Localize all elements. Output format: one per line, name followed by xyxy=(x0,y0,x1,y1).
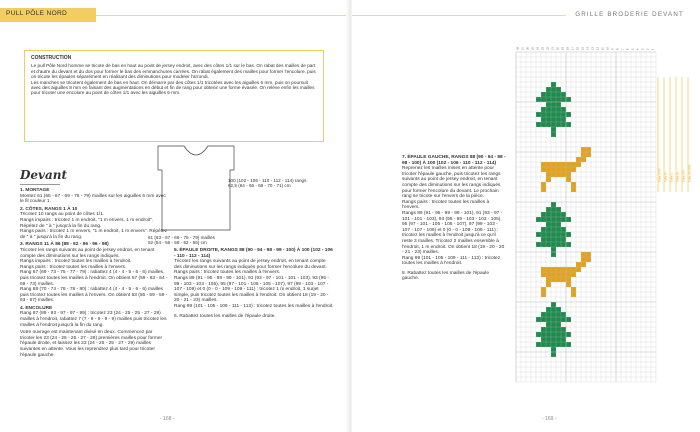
reindeer-motif-cell xyxy=(566,272,571,277)
tree-motif-cell xyxy=(551,82,556,87)
tree-motif-cell xyxy=(561,112,566,117)
tree-motif-cell xyxy=(551,247,556,252)
tree-motif-cell xyxy=(541,112,546,117)
step-2-text-2: Rangs impairs : tricotez 1 m endroit, "1 m envers, 1 m endroit". Répétez de " à " jusqu'à la fin du rang. xyxy=(20,217,154,229)
tree-motif-cell xyxy=(546,92,551,97)
tree-motif-cell xyxy=(556,112,561,117)
reindeer-motif-cell xyxy=(581,257,586,262)
column-number: 20 xyxy=(556,47,560,50)
tree-motif-cell xyxy=(546,322,551,327)
tree-motif-cell xyxy=(546,227,551,232)
tree-motif-cell xyxy=(551,227,556,232)
reindeer-motif-cell xyxy=(551,267,556,272)
reindeer-motif-cell xyxy=(571,182,576,187)
tree-motif-cell xyxy=(546,102,551,107)
tree-motif-cell xyxy=(556,117,561,122)
front-outline xyxy=(158,146,234,230)
tree-motif-cell xyxy=(556,337,561,342)
tree-motif-cell xyxy=(561,237,566,242)
column-number: 23 xyxy=(541,47,545,50)
step-2-text-3: Rangs pairs : tricotez 1 m envers, "1 m endroit, 1 m envers". Répétez de " à " jusqu'à la fin du rang. xyxy=(20,229,168,240)
tree-motif-cell xyxy=(551,352,556,357)
tree-motif-cell xyxy=(541,327,546,332)
tree-motif-cell xyxy=(556,122,561,127)
column-number: 7 xyxy=(621,48,625,50)
column-number: 14 xyxy=(586,47,590,50)
width-cm-label: 52 (54 - 56 - 58 - 62 - 66) cm xyxy=(148,240,207,246)
reindeer-motif-cell xyxy=(586,252,591,257)
tree-motif-cell xyxy=(561,332,566,337)
tree-motif-cell xyxy=(541,232,546,237)
reindeer-motif-cell xyxy=(566,167,571,172)
tree-motif-cell xyxy=(536,122,541,127)
tree-motif-cell xyxy=(546,222,551,227)
step-1-title: 1. MONTAGE xyxy=(20,188,50,193)
column-number: 1 xyxy=(651,48,655,50)
reindeer-motif-cell xyxy=(576,157,581,162)
tree-motif-cell xyxy=(551,97,556,102)
tree-motif-cell xyxy=(551,92,556,97)
tree-motif-cell xyxy=(566,112,571,117)
embroidery-grid xyxy=(510,40,700,392)
reindeer-motif-cell xyxy=(561,277,566,282)
tree-motif-cell xyxy=(546,242,551,247)
tree-motif-cell xyxy=(551,87,556,92)
column-number: 3 xyxy=(641,48,645,50)
step-3-text-4: Rang 67 (69 - 73 - 75 - 77 - 79) : rabattez 4 (4 - 4 - 5 - 6 - 6) mailles, puis tricotez toutes les mailles à l'endroit. On obtient 57 (59 - 63 - 64 - 69 - 73) mailles. xyxy=(20,270,168,287)
construction-paragraph-2: Les manches se tricotent également de bas en haut. On démarre par des côtes 1/1 tricotées avec les aiguilles 6 mm, puis on poursuit avec des aiguilles 8 mm en faisant des augmentations en début et fin de rang pour obtenir une forme évasée. On relève enfin les mailles pour tricoter une encolure au point de côtes 1/1 avec les aiguilles 6 mm. xyxy=(31,79,315,96)
size-marker-label: Taille XS/S xyxy=(657,168,662,182)
size-marker-label: Taille 3XL/4XL xyxy=(687,164,692,182)
tree-motif-cell xyxy=(551,242,556,247)
reindeer-motif-cell xyxy=(556,272,561,277)
reindeer-motif-cell xyxy=(581,152,586,157)
tree-motif-cell xyxy=(541,97,546,102)
step-5-text-2: Rangs pairs : tricotez toutes les mailles à l'envers. xyxy=(174,270,281,276)
step-5-text-3: Rangs 89 (91 - 95 - 99 - 99 - 101), 91 (93 - 97 - 101 - 101 - 103), 93 (95 - 99 - 103 - 103 - 105), 95 (97 - 101 - 105 - 105 - 107), 97 (99 - 103 - 107 - 107 - 109) et 0 (0 - 0 - 109 - 109 - 111) : tricotez 1 m endroit, 1 surjet simple, puis tricotez toutes les mailles à l'endroit. On obtient 18 (19 - 20 - 20 - 21 - 23) mailles. xyxy=(174,275,329,304)
tree-motif-cell xyxy=(551,222,556,227)
tree-motif-cell xyxy=(541,117,546,122)
tree-motif-cell xyxy=(556,342,561,347)
left-page xyxy=(0,0,348,432)
reindeer-motif-cell xyxy=(566,162,571,167)
tree-motif-cell xyxy=(566,97,571,102)
column-number: 16 xyxy=(576,47,580,50)
tree-motif-cell xyxy=(536,232,541,237)
length-label xyxy=(228,178,346,189)
construction-paragraph-1: Le pull Pôle Nord homme se tricote de bas en haut au point de jersey endroit, avec des côtes 1/1 sur le bas. On rabat des mailles de part et d'autre du devant et du dos pour former le bas des emmanchures carrées. On rabat également des mailles pour former l'encolure, puis on tricote les épaules séparément en réalisant des diminutions pour modeler l'arrondi. xyxy=(31,63,316,80)
reindeer-motif-cell xyxy=(561,272,566,277)
step-2-title: 2. CÔTES, RANGS 1 À 10 xyxy=(20,206,78,212)
reindeer-motif-cell xyxy=(541,182,546,187)
tree-motif-cell xyxy=(556,222,561,227)
tree-motif-cell xyxy=(551,307,556,312)
reindeer-motif-cell xyxy=(581,262,586,267)
step-5-text-1: Tricotez les rangs suivants au point de jersey endroit, en tenant compte des diminutions sur les rangs indiqués pour former l'encolure du devant. xyxy=(174,259,327,270)
length-cm-label: 62,5 (64 - 66 - 68 - 70 - 71) cm xyxy=(228,183,291,189)
tree-motif-cell xyxy=(551,127,556,132)
reindeer-motif-cell xyxy=(571,187,576,192)
right-page-title: GRILLE BRODERIE DEVANT xyxy=(575,11,684,18)
step-3-text-5: Rang 68 (70 - 74 - 76 - 78 - 80) : rabattez 4 (4 - 4 - 5 - 6 - 6) mailles puis tricotez toutes les mailles à l'envers. On obtient 53 (55 - 59 - 59 - 63 - 67) mailles. xyxy=(20,287,168,304)
tree-motif-cell xyxy=(546,307,551,312)
column-number: 22 xyxy=(546,47,550,50)
tree-motif-cell xyxy=(541,317,546,322)
tree-motif-cell xyxy=(546,337,551,342)
tree-motif-cell xyxy=(536,317,541,322)
reindeer-motif-cell xyxy=(561,162,566,167)
tree-motif-cell xyxy=(556,237,561,242)
reindeer-motif-cell xyxy=(581,252,586,257)
tree-motif-cell xyxy=(551,327,556,332)
column-number: 28 xyxy=(516,47,520,50)
reindeer-motif-cell xyxy=(546,277,551,282)
size-marker-label: Taille XXL xyxy=(681,169,686,182)
reindeer-motif-cell xyxy=(571,267,576,272)
size-marker-label: Taille M xyxy=(663,172,668,182)
tree-motif-cell xyxy=(556,97,561,102)
header-rule xyxy=(96,15,346,16)
tree-motif-cell xyxy=(541,312,546,317)
tree-motif-cell xyxy=(561,337,566,342)
column-number: 21 xyxy=(551,47,555,50)
tree-motif-cell xyxy=(546,317,551,322)
tree-motif-cell xyxy=(561,212,566,217)
reindeer-motif-cell xyxy=(571,287,576,292)
tree-motif-cell xyxy=(566,342,571,347)
column-number: 11 xyxy=(601,47,605,50)
tree-motif-cell xyxy=(551,252,556,257)
tree-motif-cell xyxy=(541,332,546,337)
tree-motif-cell xyxy=(566,217,571,222)
instructions-column-1 xyxy=(20,188,168,360)
tree-motif-cell xyxy=(561,122,566,127)
tree-motif-cell xyxy=(556,207,561,212)
tree-motif-cell xyxy=(546,342,551,347)
step-3-text-3: Rangs pairs : tricotez toutes les mailles à l'envers. xyxy=(20,264,127,270)
tree-motif-cell xyxy=(546,232,551,237)
step-5-title: 5. ÉPAULE DROITE, RANGS 88 (90 - 94 - 98 - 98 - 100) À 100 (102 - 106 - 110 - 112 - 114) xyxy=(174,248,333,259)
reindeer-motif-cell xyxy=(571,272,576,277)
tree-motif-cell xyxy=(566,317,571,322)
reindeer-motif-cell xyxy=(576,162,581,167)
column-number: 19 xyxy=(561,47,565,50)
tree-motif-cell xyxy=(551,107,556,112)
reindeer-motif-cell xyxy=(581,157,586,162)
left-page-number: - 168 - xyxy=(160,416,175,422)
step-4-title: 4. ENCOLURE xyxy=(20,305,53,311)
reindeer-motif-cell xyxy=(546,172,551,177)
reindeer-motif-cell xyxy=(551,167,556,172)
tree-motif-cell xyxy=(551,312,556,317)
tree-motif-cell xyxy=(561,92,566,97)
right-page xyxy=(352,0,700,432)
tree-motif-cell xyxy=(556,307,561,312)
tree-motif-cell xyxy=(541,237,546,242)
reindeer-motif-cell xyxy=(566,277,571,282)
rows-label: 100 (102 - 106 - 110 - 112 - 114) rangs xyxy=(228,178,307,183)
tree-motif-cell xyxy=(561,327,566,332)
step-3-title: 3. RANGS 11 À 86 (88 - 92 - 96 - 96 - 98) xyxy=(20,242,109,248)
tree-motif-cell xyxy=(561,227,566,232)
column-number: 10 xyxy=(606,47,610,50)
column-number: 2 xyxy=(646,48,650,50)
tree-motif-cell xyxy=(561,242,566,247)
tree-motif-cell xyxy=(566,242,571,247)
tree-motif-cell xyxy=(556,322,561,327)
reindeer-motif-cell xyxy=(556,162,561,167)
tree-motif-cell xyxy=(551,217,556,222)
tree-motif-cell xyxy=(556,227,561,232)
size-marker-label: Taille L xyxy=(669,173,674,182)
tree-motif-cell xyxy=(536,342,541,347)
reindeer-motif-cell xyxy=(556,167,561,172)
tree-motif-cell xyxy=(546,237,551,242)
tree-motif-cell xyxy=(556,327,561,332)
construction-box xyxy=(24,50,324,142)
column-number: 6 xyxy=(626,48,630,50)
tree-motif-cell xyxy=(556,92,561,97)
tree-motif-cell xyxy=(541,122,546,127)
reindeer-motif-cell xyxy=(541,267,546,272)
column-number: 5 xyxy=(631,48,635,50)
reindeer-motif-cell xyxy=(561,167,566,172)
reindeer-motif-cell xyxy=(541,272,546,277)
reindeer-motif-cell xyxy=(566,177,571,182)
tree-motif-cell xyxy=(561,232,566,237)
reindeer-motif-cell xyxy=(551,272,556,277)
tree-motif-cell xyxy=(546,207,551,212)
width-label xyxy=(148,235,268,246)
tree-motif-cell xyxy=(546,327,551,332)
tree-motif-cell xyxy=(551,207,556,212)
column-number: 27 xyxy=(521,47,525,50)
step-8-text: 8. Rabattez toutes les mailles de l'épaule gauche. xyxy=(402,270,490,282)
section-underline xyxy=(20,184,60,185)
tree-motif-cell xyxy=(551,117,556,122)
tree-motif-cell xyxy=(551,212,556,217)
tree-motif-cell xyxy=(551,302,556,307)
stitches-label: 61 (63 - 67 - 69 - 75 - 79) mailles xyxy=(148,235,215,240)
tree-motif-cell xyxy=(556,232,561,237)
tree-motif-cell xyxy=(556,317,561,322)
reindeer-motif-cell xyxy=(561,267,566,272)
step-7-text-3: Rangs 89 (91 - 95 - 99 - 99 - 101), 91 (93 - 97 - 101 - 101 - 103), 93 (95 - 99 - 103 - 103 - 105), 95 (97 - 101 - 105 - 105 - 107), 97 (99 - 103 - 107 - 107 - 109) et 0 (0 - 0 - 109 - 109 - 111) : tricotez les mailles à l'endroit jusqu'à ce qu'il reste 3 mailles. Tricotez 2 mailles ensemble à l'endroit, 1 m endroit. On obtient 18 (19 - 20 - 20 - 21 - 23) mailles. xyxy=(402,210,505,256)
tree-motif-cell xyxy=(541,217,546,222)
reindeer-motif-cell xyxy=(586,152,591,157)
tree-motif-cell xyxy=(556,107,561,112)
column-number: 17 xyxy=(571,47,575,50)
tree-motif-cell xyxy=(546,332,551,337)
reindeer-motif-cell xyxy=(546,167,551,172)
tree-motif-cell xyxy=(536,332,541,337)
reindeer-motif-cell xyxy=(571,292,576,297)
reindeer-motif-cell xyxy=(546,282,551,287)
tree-motif-cell xyxy=(541,337,546,342)
tree-motif-cell xyxy=(536,112,541,117)
tree-motif-cell xyxy=(546,112,551,117)
tree-motif-cell xyxy=(541,92,546,97)
step-2-text-1: Tricotez 10 rangs au point de côtes 1/1. xyxy=(20,212,105,218)
reindeer-motif-cell xyxy=(546,162,551,167)
tree-motif-cell xyxy=(561,107,566,112)
tree-motif-cell xyxy=(551,232,556,237)
tree-motif-cell xyxy=(556,242,561,247)
tree-motif-cell xyxy=(551,112,556,117)
tree-motif-cell xyxy=(561,317,566,322)
step-7-title: 7. ÉPAULE GAUCHE, RANGS 88 (90 - 94 - 98 - 98 - 100) À 100 (102 - 106 - 110 - 112 - 114) xyxy=(402,155,506,166)
reindeer-motif-cell xyxy=(541,162,546,167)
column-number: 18 xyxy=(566,47,570,50)
tree-motif-cell xyxy=(566,232,571,237)
reindeer-motif-cell xyxy=(546,177,551,182)
reindeer-motif-cell xyxy=(566,282,571,287)
tree-motif-cell xyxy=(541,242,546,247)
tree-motif-cell xyxy=(541,107,546,112)
tree-motif-cell xyxy=(551,132,556,137)
reindeer-motif-cell xyxy=(541,167,546,172)
reindeer-motif-cell xyxy=(546,272,551,277)
tree-motif-cell xyxy=(536,217,541,222)
tree-motif-cell xyxy=(541,342,546,347)
section-title: Devant xyxy=(20,168,68,182)
step-4-text-2: Votre ouvrage est maintenant divisé en deux. Commencez par tricoter les 23 (24 - 25 - 25 - 27 - 29) premières mailles pour former l'épaule droite, et laissez les 23 (24 - 25 - 25 - 27 - 29) mailles suivantes en attente. Vous les reprendrez plus tard pour tricoter l'épaule gauche. xyxy=(20,330,163,358)
tree-motif-cell xyxy=(561,217,566,222)
reindeer-motif-cell xyxy=(556,172,561,177)
step-6-text: 6. Rabattez toutes les mailles de l'épaule droite. xyxy=(174,313,276,319)
reindeer-motif-cell xyxy=(551,277,556,282)
tree-motif-cell xyxy=(541,227,546,232)
tree-motif-cell xyxy=(566,332,571,337)
column-number: 24 xyxy=(536,47,540,50)
reindeer-motif-cell xyxy=(556,277,561,282)
tree-motif-cell xyxy=(556,102,561,107)
tree-motif-cell xyxy=(556,87,561,92)
column-number: 25 xyxy=(531,47,535,50)
reindeer-motif-cell xyxy=(581,147,586,152)
tree-motif-cell xyxy=(551,102,556,107)
reindeer-motif-cell xyxy=(551,172,556,177)
step-4-text-1: Rang 87 (89 - 93 - 97 - 97 - 99) : tricotez 23 (24 - 25 - 25 - 27 - 29) mailles à l'endroit, rabattez 7 (7 - 9 - 9 - 9 - 9) mailles puis tricotez les mailles à l'endroit jusqu'à la fin du rang. xyxy=(20,311,167,328)
step-3-text-1: Tricotez les rangs suivants au point de jersey endroit, en tenant compte des diminutions sur les rangs indiqués. xyxy=(20,247,155,259)
tree-motif-cell xyxy=(546,312,551,317)
reindeer-motif-cell xyxy=(566,172,571,177)
reindeer-motif-cell xyxy=(541,187,546,192)
construction-title: CONSTRUCTION xyxy=(31,55,72,61)
column-number: 8 xyxy=(616,48,620,50)
reindeer-motif-cell xyxy=(571,162,576,167)
reindeer-motif-cell xyxy=(586,257,591,262)
tree-motif-cell xyxy=(546,122,551,127)
tree-motif-cell xyxy=(556,312,561,317)
tree-motif-cell xyxy=(541,212,546,217)
tree-motif-cell xyxy=(546,212,551,217)
reindeer-motif-cell xyxy=(576,262,581,267)
tree-motif-cell xyxy=(546,217,551,222)
instructions-column-2 xyxy=(174,248,334,321)
reindeer-motif-cell xyxy=(541,287,546,292)
column-number: 9 xyxy=(611,48,615,50)
tree-motif-cell xyxy=(536,97,541,102)
reindeer-motif-cell xyxy=(556,267,561,272)
tree-motif-cell xyxy=(561,97,566,102)
reindeer-motif-cell xyxy=(576,267,581,272)
instructions-column-3 xyxy=(402,155,506,284)
tree-motif-cell xyxy=(546,117,551,122)
tree-motif-cell xyxy=(551,332,556,337)
step-7-text-1: Reprenez les mailles mises en attente pour tricoter l'épaule gauche, puis tricotez les rangs suivants au point de jersey endroit, en tenant compte des diminutions sur les rangs indiqués pour former l'encolure du devant. Le prochain rang se tricote sur l'envers de la pièce. xyxy=(402,166,501,200)
tree-motif-cell xyxy=(551,122,556,127)
tree-motif-cell xyxy=(561,117,566,122)
tree-motif-cell xyxy=(561,312,566,317)
reindeer-motif-cell xyxy=(566,267,571,272)
step-1-text: Montez 61 (65 - 67 - 69 - 75 - 79) mailles sur les aiguilles 6 mm avec le fil couleur 1. xyxy=(20,193,166,205)
right-page-number: - 169 - xyxy=(542,416,557,422)
column-number: 4 xyxy=(636,48,640,50)
step-3-text-2: Rangs impairs : tricotez toutes les mailles à l'endroit. xyxy=(20,259,132,265)
tree-motif-cell xyxy=(551,317,556,322)
reindeer-motif-cell xyxy=(571,167,576,172)
reindeer-motif-cell xyxy=(546,267,551,272)
tree-motif-cell xyxy=(546,87,551,92)
column-number: 13 xyxy=(591,47,595,50)
size-marker-label: Taille XL xyxy=(675,171,680,182)
tree-motif-cell xyxy=(551,337,556,342)
tree-motif-cell xyxy=(546,107,551,112)
tree-motif-cell xyxy=(561,342,566,347)
reindeer-motif-cell xyxy=(561,172,566,177)
tree-motif-cell xyxy=(556,332,561,337)
column-number: 12 xyxy=(596,47,600,50)
column-number: 26 xyxy=(526,47,530,50)
tree-motif-cell xyxy=(546,97,551,102)
tree-motif-cell xyxy=(556,217,561,222)
tree-motif-cell xyxy=(556,212,561,217)
tree-motif-cell xyxy=(566,122,571,127)
page-header-title: PULL PÔLE NORD xyxy=(6,10,68,17)
step-7-text-2: Rangs pairs : tricotez toutes les mailles à l'envers. xyxy=(402,199,490,211)
column-number: 15 xyxy=(581,47,585,50)
reindeer-motif-cell xyxy=(586,147,591,152)
reindeer-motif-cell xyxy=(541,292,546,297)
reindeer-motif-cell xyxy=(551,162,556,167)
tree-motif-cell xyxy=(551,322,556,327)
tree-motif-cell xyxy=(551,347,556,352)
right-header-rule xyxy=(352,15,566,16)
tree-motif-cell xyxy=(551,342,556,347)
tree-motif-cell xyxy=(536,242,541,247)
step-5-text-4: Rang 99 (101 - 105 - 109 - 111 - 113) : tricotez toutes les mailles à l'endroit. xyxy=(174,303,334,309)
step-7-text-4: Rang 99 (101 - 105 - 109 - 111 - 113) : tricotez toutes les mailles à l'endroit. xyxy=(402,255,501,267)
tree-motif-cell xyxy=(551,237,556,242)
tree-motif-cell xyxy=(551,202,556,207)
